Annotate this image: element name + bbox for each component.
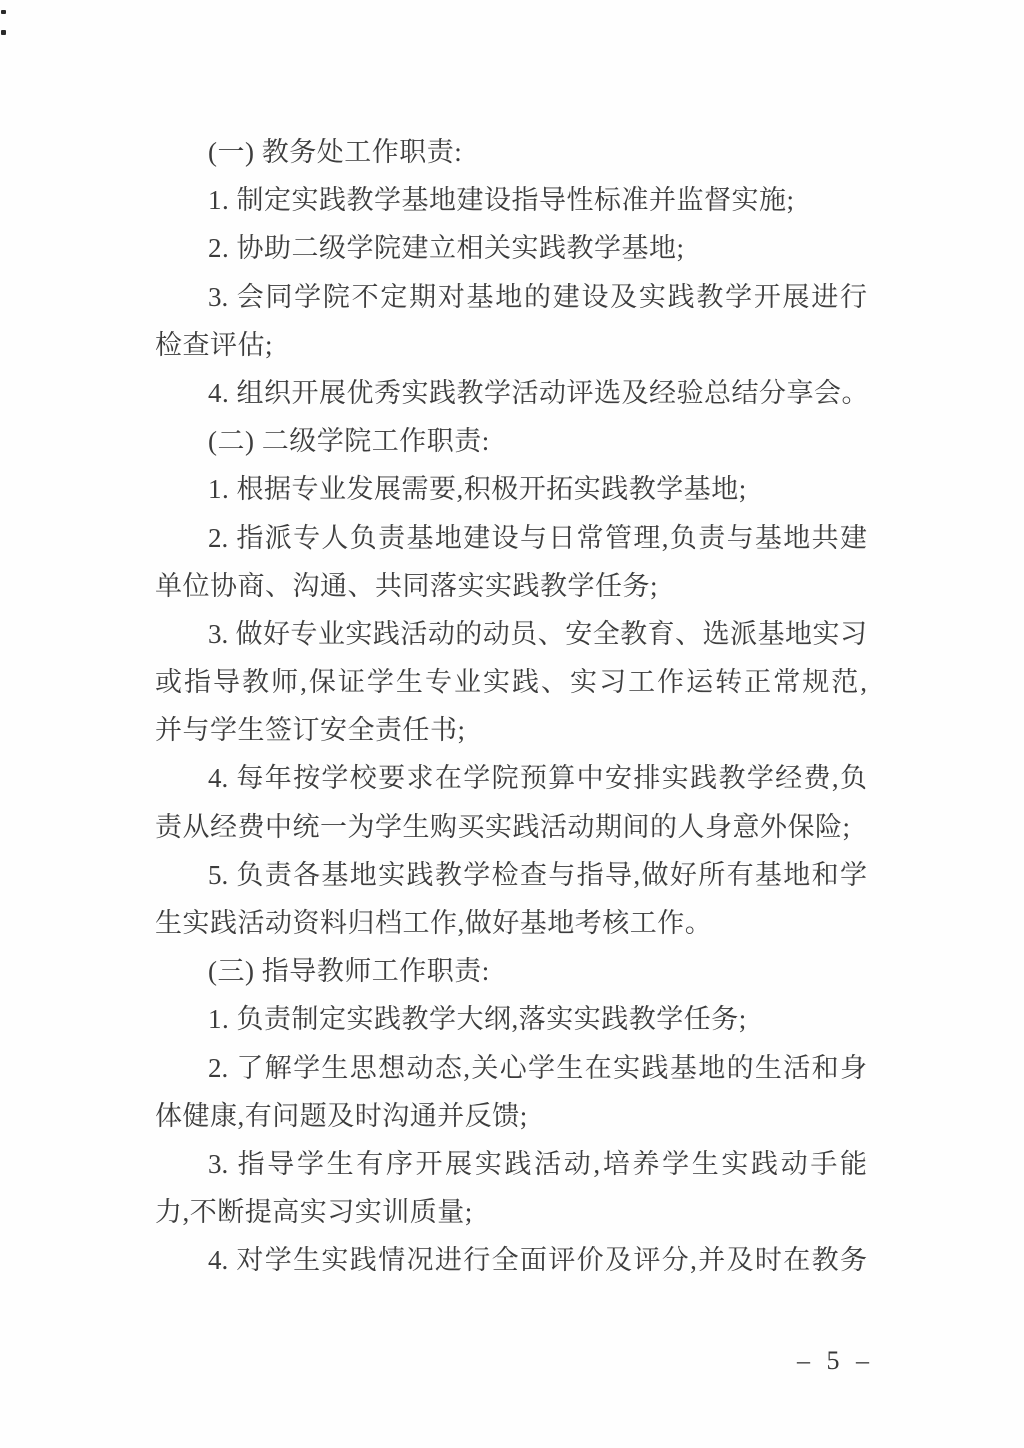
text-line: 3. 会同学院不定期对基地的建设及实践教学开展进行 [208, 281, 867, 312]
section-heading: (一) 教务处工作职责: [208, 137, 463, 167]
text-line: 1. 根据专业发展需要,积极开拓实践教学基地; [208, 474, 747, 505]
text-line: 体健康,有问题及时沟通并反馈; [155, 1100, 528, 1131]
text-line: 2. 了解学生思想动态,关心学生在实践基地的生活和身 [208, 1052, 867, 1083]
text-line: 责从经费中统一为学生购买实践活动期间的人身意外保险; [155, 811, 851, 842]
text-line: 4. 组织开展优秀实践教学活动评选及经验总结分享会。 [208, 377, 869, 408]
text-line: 4. 每年按学校要求在学院预算中安排实践教学经费,负 [208, 763, 867, 794]
scan-artifact [1, 30, 6, 35]
text-line: 5. 负责各基地实践教学检查与指导,做好所有基地和学 [208, 859, 867, 890]
text-line: 1. 制定实践教学基地建设指导性标准并监督实施; [208, 185, 795, 216]
document-body [155, 128, 867, 1285]
text-line: 生实践活动资料归档工作,做好基地考核工作。 [155, 908, 713, 938]
text-line: 2. 指派专人负责基地建设与日常管理,负责与基地共建 [208, 522, 867, 553]
text-line: 或指导教师,保证学生专业实践、实习工作运转正常规范, [155, 667, 867, 698]
text-line: 3. 指导学生有序开展实践活动,培养学生实践动手能 [208, 1148, 867, 1179]
text-line: 3. 做好专业实践活动的动员、安全教育、选派基地实习 [208, 618, 867, 649]
scan-artifact [1, 10, 6, 14]
text-line: 单位协商、沟通、共同落实实践教学任务; [155, 570, 659, 601]
section-heading: (三) 指导教师工作职责: [208, 956, 490, 987]
page-number: – 5 – [797, 1346, 874, 1375]
text-line: 检查评估; [155, 329, 274, 360]
text-line: 1. 负责制定实践教学大纲,落实实践教学任务; [208, 1004, 747, 1035]
section-heading: (二) 二级学院工作职责: [208, 426, 490, 457]
text-line: 2. 协助二级学院建立相关实践教学基地; [208, 233, 685, 264]
text-line: 并与学生签订安全责任书; [155, 715, 466, 746]
text-line: 力,不断提高实习实训质量; [155, 1197, 473, 1228]
text-line: 4. 对学生实践情况进行全面评价及评分,并及时在教务 [208, 1245, 867, 1276]
